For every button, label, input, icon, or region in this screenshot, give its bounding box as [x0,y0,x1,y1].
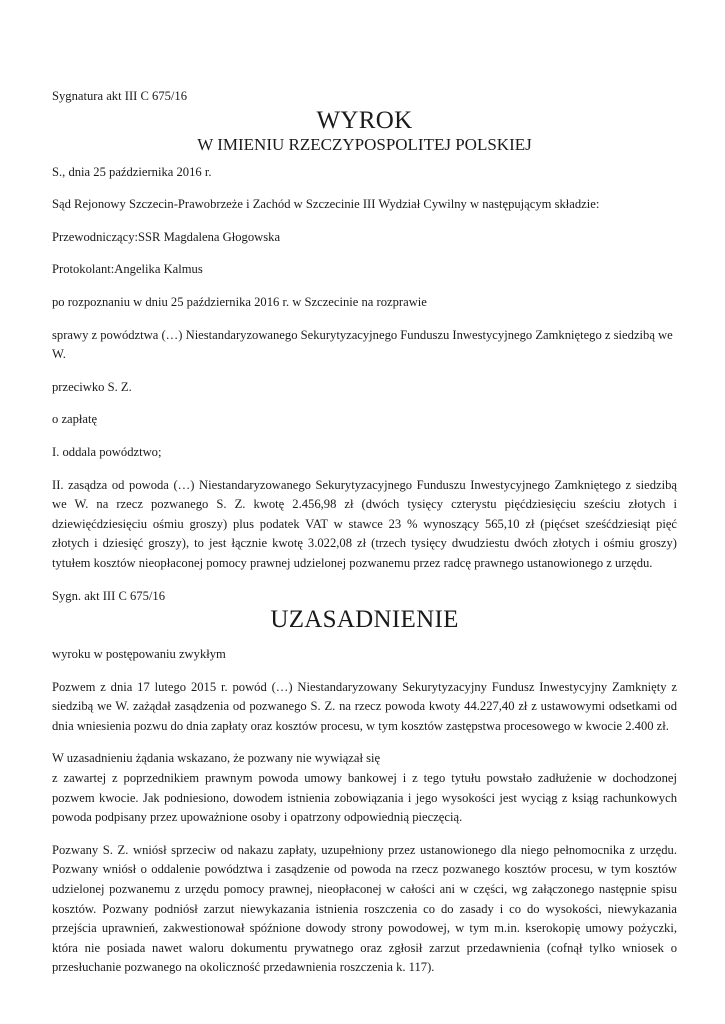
ruling-point-1: I. oddala powództwo; [52,444,162,459]
claim-subject: o zapłatę [52,412,98,427]
case-subject: sprawy z powództwa (…) Niestandaryzowanego Sekurytyzacyjnego Funduszu Inwestycyjnego Zamkniętego z siedzibą we W. [52,327,673,362]
justification-paragraph-1: Pozwem z dnia 17 lutego 2015 r. powód (…) Niestandaryzowany Sekurytyzacyjny Fundusz Inwestycyjny Zamknięty z siedzibą we W. zażądał zasądzenia od pozwanego S. Z. na rzecz powoda kwoty 44.227,40 zł z ustawowymi odsetkami od dnia wniesienia pozwu do dnia zapłaty oraz kosztów procesu, w tym kosztów zastępstwa procesowego w kwocie 2.400 zł. [52,679,677,733]
case-number: Sygnatura akt III C 675/16 [52,89,188,103]
justification-paragraph-3: Pozwany S. Z. wniósł sprzeciw od nakazu zapłaty, uzupełniony przez ustanowionego dla niego pełnomocnika z urzędu. Pozwany wniósł o oddalenie powództwa i zasądzenie od powoda na rzecz pozwanego kosztów procesu, w tym kosztów udzielonej pozwanemu z urzędu pomocy prawnej, nieopłaconej w całości ani w części, wg załączonego następnie spisu kosztów. Pozwany podniósł zarzut niewykazania istnienia roszczenia co do zasady i co do wysokości, niewykazania przejścia uprawnień, zakwestionował spóźnione dowody strony powodowej, w tym m.in. kserokopię umowy pożyczki, która nie posiada nawet waloru dokumentu prywatnego oraz zgłosił zarzut przedawnienia (cofnął tylko wniosek o przesłuchanie pozwanego na okoliczność przedawnienia roszczenia k. 117). [52,842,677,975]
court-composition: Sąd Rejonowy Szczecin-Prawobrzeże i Zachód w Szczecinie III Wydział Cywilny w następującym składzie: [52,197,600,212]
justification-title: UZASADNIENIE [270,606,459,634]
verdict-subtitle: W IMIENIU RZECZYPOSPOLITEJ POLSKIEJ [197,134,532,154]
court-clerk: Protokolant:Angelika Kalmus [52,262,203,277]
verdict-title: WYROK [316,106,413,134]
ruling-point-2: II. zasądza od powoda (…) Niestandaryzowanego Sekurytyzacyjnego Funduszu Inwestycyjnego Zamkniętego z siedzibą we W. na rzecz pozwanego S. Z. kwotę 2.456,98 zł (dwóch tysięcy czterystu pięćdziesięciu sześciu złotych i dziewięćdziesięciu ośmiu groszy) plus podatek VAT w stawce 23 % wynoszący 565,10 zł (pięćset sześćdziesiąt pięć złotych i dziesięć groszy), to jest łącznie kwotę 3.022,08 zł (trzech tysięcy dwudziestu dwóch złotych i ośmiu groszy) tytułem kosztów nieopłaconej pomocy prawnej udzielonej pozwanemu przez radcę prawnego ustanowionego z urzędu. [52,477,677,570]
justification-subtitle: wyroku w postępowaniu zwykłym [52,647,226,662]
hearing-info: po rozpoznaniu w dniu 25 października 2016 r. w Szczecinie na rozprawie [52,294,427,309]
date-line: S., dnia 25 października 2016 r. [52,164,212,179]
document-page [52,87,677,978]
justification-paragraph-2: z zawartej z poprzednikiem prawnym powoda umowy bankowej i z tego tytułu powstało zadłużenie w dochodzonej pozwem kwocie. Jak podniesiono, dowodem istnienia zobowiązania i jego wysokości jest wyciąg z ksiąg rachunkowych powoda podpisany przez upoważnione osoby i opatrzony odpowiednią pieczęcią. [52,771,677,825]
defendant: przeciwko S. Z. [52,379,132,394]
justification-paragraph-2-first-line: W uzasadnieniu żądania wskazano, że pozwany nie wywiązał się [52,751,381,766]
case-number-2: Sygn. akt III C 675/16 [52,588,165,603]
presiding-judge: Przewodniczący:SSR Magdalena Głogowska [52,229,281,244]
